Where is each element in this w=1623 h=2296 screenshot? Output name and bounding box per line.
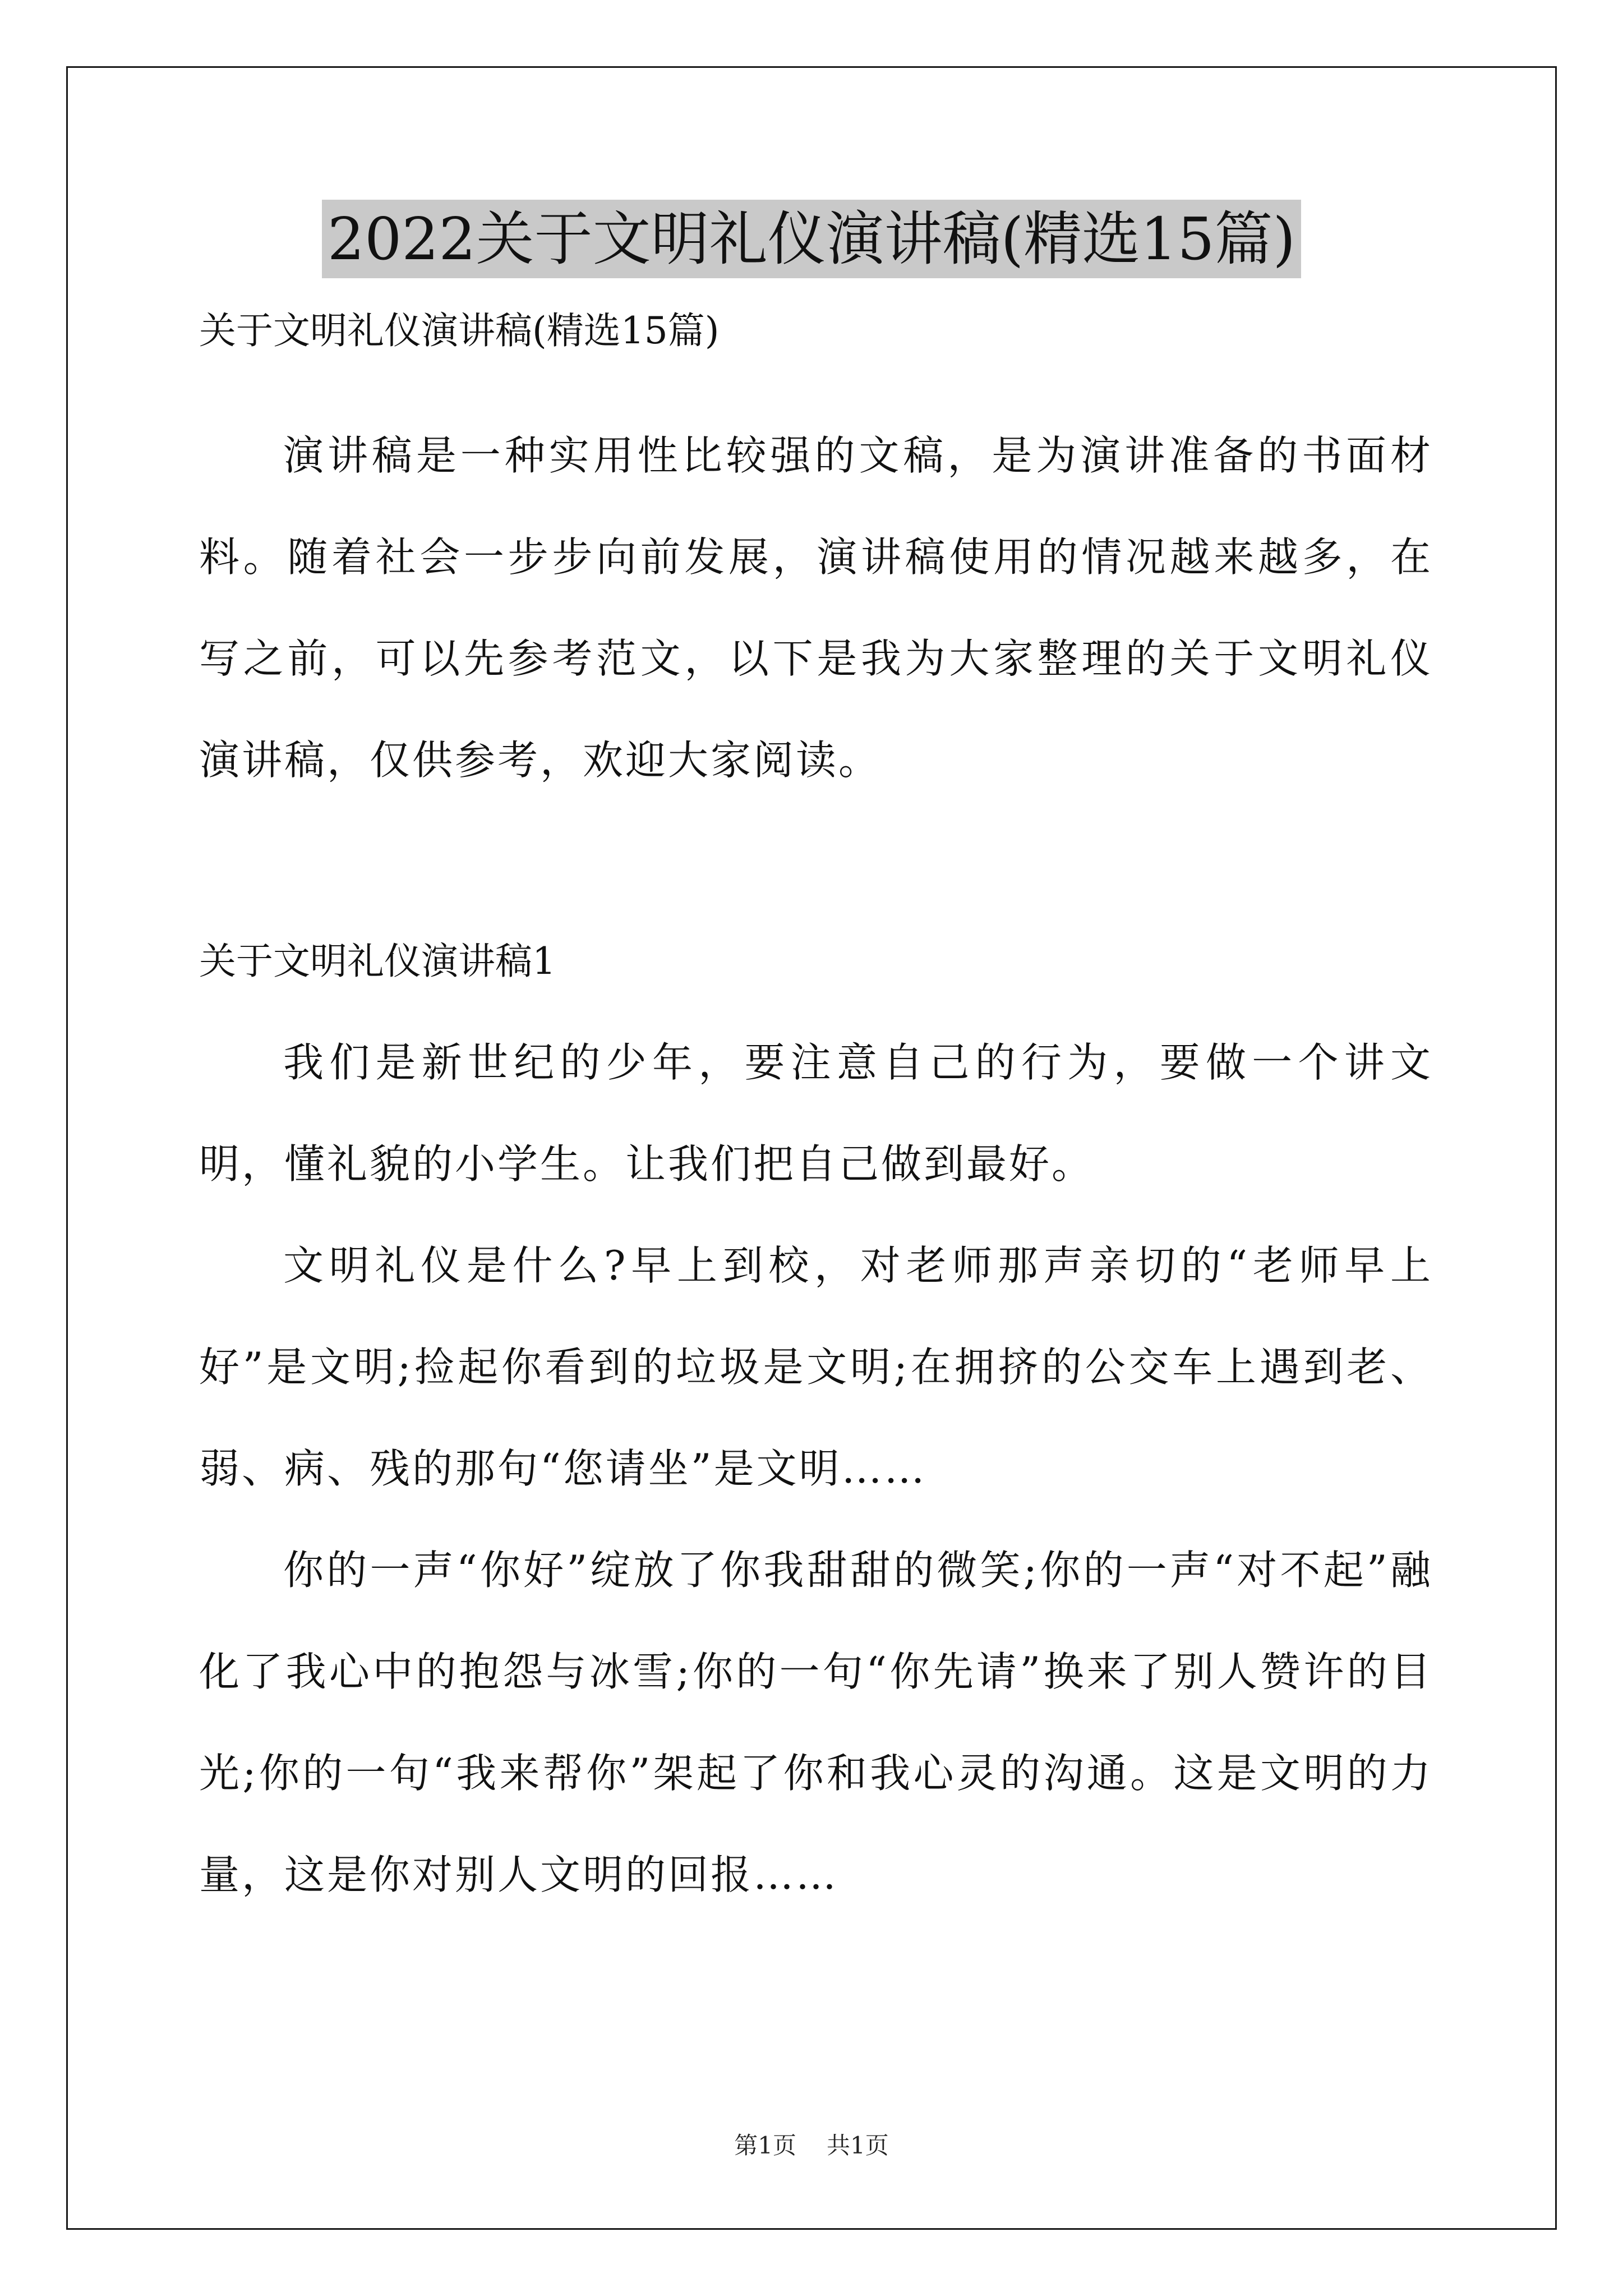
document-title: 2022关于文明礼仪演讲稿(精选15篇) xyxy=(322,200,1301,278)
body-paragraph: 我们是新世纪的少年，要注意自己的行为，要做一个讲文明，懂礼貌的小学生。让我们把自己做到最好。 xyxy=(199,1039,1433,1188)
document-subtitle: 关于文明礼仪演讲稿(精选15篇) xyxy=(199,309,720,352)
page-footer xyxy=(0,2129,1623,2162)
intro-paragraph: 演讲稿是一种实用性比较强的文稿，是为演讲准备的书面材料。随着社会一步步向前发展，演讲稿使用的情况越来越多，在写之前，可以先参考范文，以下是我为大家整理的关于文明礼仪演讲稿，仅供参考，欢迎大家阅读。 xyxy=(199,432,1433,784)
body-paragraph: 文明礼仪是什么?早上到校，对老师那声亲切的“老师早上好”是文明;捡起你看到的垃圾是文明;在拥挤的公交车上遇到老、弱、病、残的那句“您请坐”是文明…… xyxy=(199,1242,1433,1492)
title-container xyxy=(0,200,1623,278)
section-spacer xyxy=(199,811,1433,933)
body-paragraph: 你的一声“你好”绽放了你我甜甜的微笑;你的一声“对不起”融化了我心中的抱怨与冰雪;你的一句“你先请”换来了别人赞许的目光;你的一句“我来帮你”架起了你和我心灵的沟通。这是文明的力量，这是你对别人文明的回报…… xyxy=(199,1547,1433,1898)
document-body xyxy=(199,303,1433,1926)
page-number-current: 第1页 xyxy=(734,2132,796,2159)
section-heading: 关于文明礼仪演讲稿1 xyxy=(199,940,556,983)
page-number-total: 共1页 xyxy=(827,2132,889,2159)
